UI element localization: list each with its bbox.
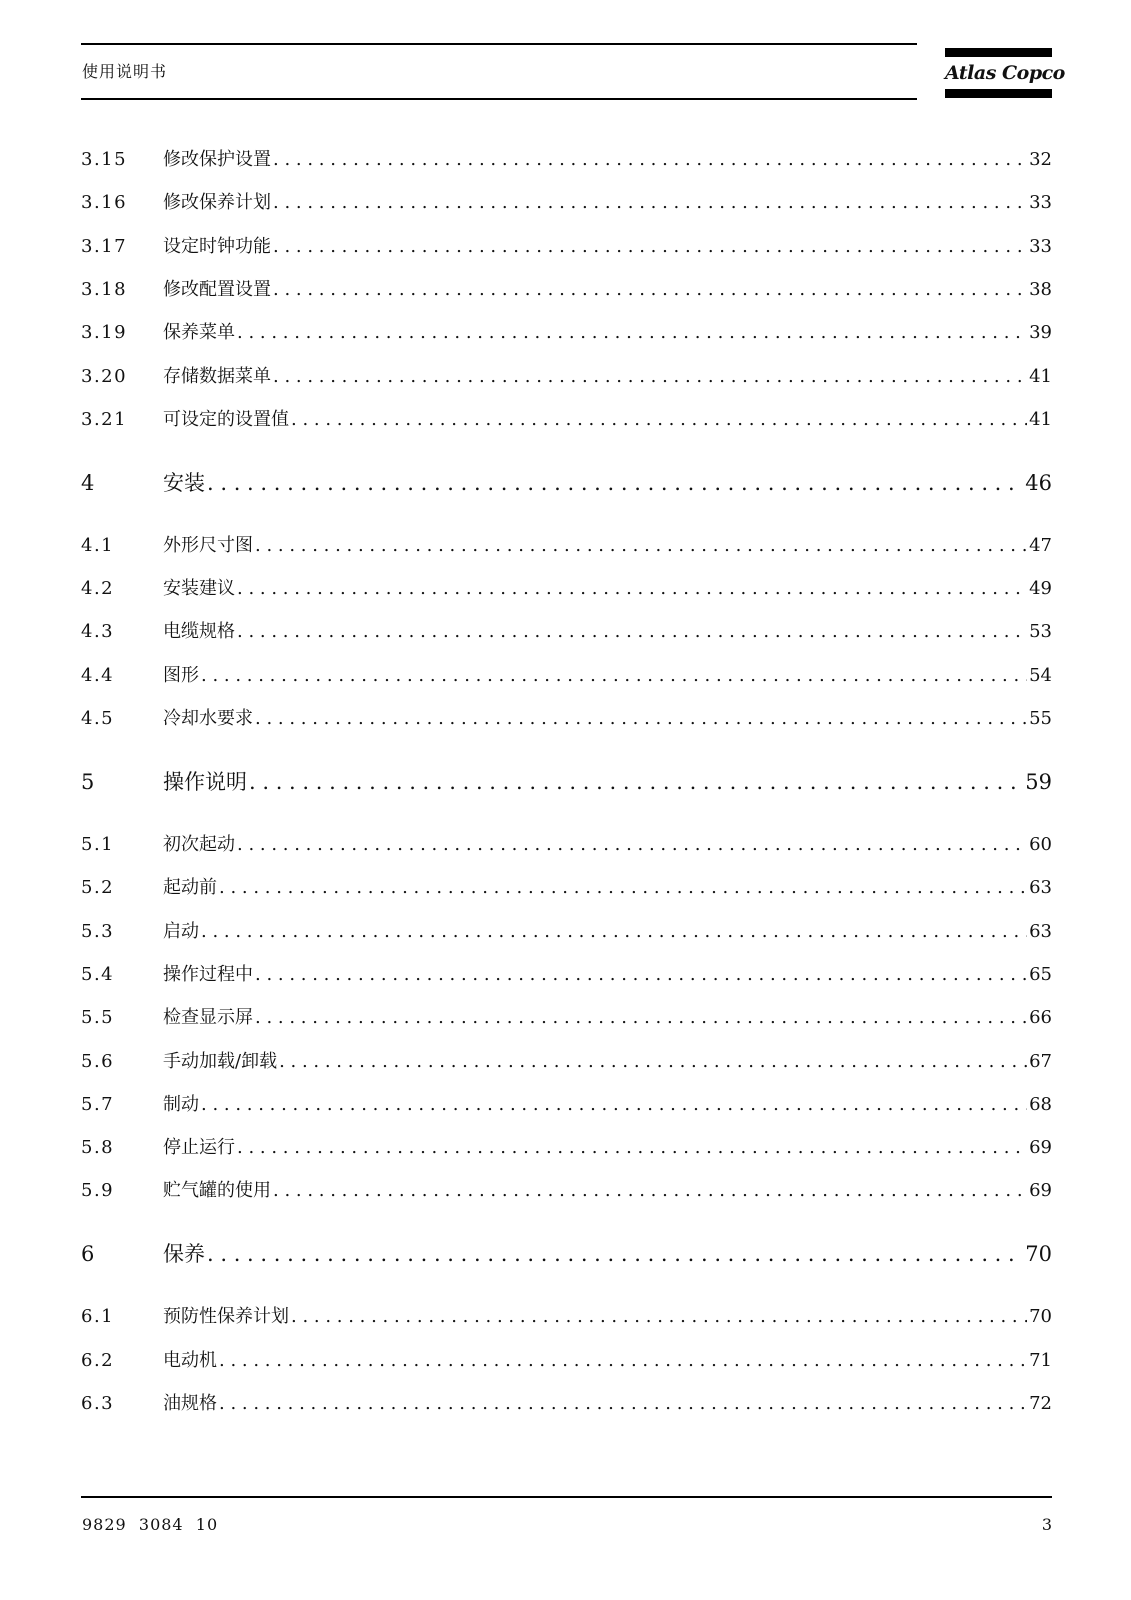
brand-logo bbox=[945, 48, 1065, 100]
toc-entry-title: 初次起动 bbox=[163, 834, 235, 855]
toc-dot-leader bbox=[237, 577, 1027, 601]
logo-top-bar bbox=[945, 48, 1052, 57]
toc-entry-title: 可设定的设置值 bbox=[163, 408, 289, 430]
toc-chapter-entry[interactable] bbox=[81, 768, 1052, 796]
toc-entry-page: 68 bbox=[1029, 1093, 1052, 1115]
toc-entry-number: 6 bbox=[81, 1242, 96, 1267]
toc-entry[interactable] bbox=[81, 707, 1052, 731]
toc-entry-number: 5.9 bbox=[81, 1180, 115, 1202]
toc-entry-title: 启动 bbox=[163, 920, 199, 942]
toc-entry-number: 5 bbox=[81, 770, 96, 794]
toc-entry-number: 5.4 bbox=[81, 963, 115, 985]
toc-dot-leader bbox=[273, 1179, 1027, 1203]
toc-entry-number: 3.15 bbox=[81, 149, 128, 170]
footer-rule bbox=[81, 1496, 1052, 1498]
toc-entry[interactable] bbox=[81, 1093, 1052, 1117]
toc-entry-page: 46 bbox=[1025, 470, 1052, 495]
toc-entry-title: 预防性保养计划 bbox=[163, 1306, 289, 1328]
toc-entry-title: 起动前 bbox=[163, 877, 217, 899]
toc-dot-leader bbox=[255, 963, 1027, 987]
toc-entry[interactable] bbox=[81, 365, 1052, 389]
toc-entry-page: 72 bbox=[1029, 1393, 1052, 1414]
toc-entry-number: 3.19 bbox=[81, 322, 128, 344]
toc-entry[interactable] bbox=[81, 1179, 1052, 1203]
toc-entry-title: 设定时钟功能 bbox=[163, 235, 271, 257]
toc-entry-title: 修改配置设置 bbox=[163, 278, 271, 300]
toc-entry-number: 4 bbox=[81, 470, 96, 495]
toc-entry-title: 图形 bbox=[163, 664, 199, 686]
toc-entry[interactable] bbox=[81, 191, 1052, 215]
toc-dot-leader bbox=[273, 235, 1027, 259]
page-number: 3 bbox=[1041, 1515, 1052, 1534]
toc-entry-page: 33 bbox=[1029, 235, 1052, 257]
toc-entry[interactable] bbox=[81, 321, 1052, 345]
toc-entry-number: 4.2 bbox=[81, 578, 115, 600]
toc-entry-page: 41 bbox=[1029, 365, 1052, 387]
toc-entry-number: 3.20 bbox=[81, 365, 128, 387]
toc-entry-page: 66 bbox=[1029, 1007, 1052, 1029]
toc-entry[interactable] bbox=[81, 148, 1052, 172]
toc-dot-leader bbox=[291, 1305, 1027, 1329]
toc-entry-page: 67 bbox=[1029, 1050, 1052, 1072]
toc-entry-number: 6.1 bbox=[81, 1306, 115, 1328]
toc-entry[interactable] bbox=[81, 577, 1052, 601]
toc-entry-title: 保养菜单 bbox=[163, 322, 235, 344]
toc-entry[interactable] bbox=[81, 833, 1052, 857]
toc-dot-leader bbox=[273, 148, 1027, 172]
toc-entry-title: 存储数据菜单 bbox=[163, 365, 271, 387]
toc-dot-leader bbox=[273, 278, 1027, 302]
toc-dot-leader bbox=[237, 321, 1027, 345]
toc-entry-number: 3.16 bbox=[81, 192, 128, 214]
toc-entry-page: 63 bbox=[1029, 920, 1052, 942]
toc-entry[interactable] bbox=[81, 1305, 1052, 1329]
header-bottom-rule bbox=[81, 98, 917, 100]
toc-entry-number: 4.4 bbox=[81, 664, 115, 686]
toc-entry[interactable] bbox=[81, 920, 1052, 944]
toc-entry-title: 检查显示屏 bbox=[163, 1007, 253, 1029]
toc-dot-leader bbox=[207, 1240, 1023, 1268]
document-number: 9829 3084 10 bbox=[82, 1515, 219, 1534]
toc-entry-number: 4.5 bbox=[81, 708, 115, 729]
toc-entry[interactable] bbox=[81, 620, 1052, 644]
toc-entry-title: 安装建议 bbox=[163, 578, 235, 600]
toc-entry-title: 外形尺寸图 bbox=[163, 534, 253, 556]
toc-entry[interactable] bbox=[81, 1006, 1052, 1030]
toc-dot-leader bbox=[207, 469, 1023, 497]
toc-entry-page: 71 bbox=[1029, 1349, 1052, 1371]
toc-entry-number: 5.5 bbox=[81, 1007, 115, 1029]
toc-entry-page: 47 bbox=[1029, 534, 1052, 556]
toc-entry-title: 电动机 bbox=[163, 1349, 217, 1371]
toc-entry-title: 手动加载/卸载 bbox=[163, 1050, 278, 1072]
toc-entry[interactable] bbox=[81, 235, 1052, 259]
toc-dot-leader bbox=[291, 408, 1027, 432]
toc-entry-page: 33 bbox=[1029, 192, 1052, 214]
toc-entry-page: 53 bbox=[1029, 621, 1052, 643]
toc-dot-leader bbox=[255, 1006, 1027, 1030]
toc-entry-number: 5.2 bbox=[81, 877, 115, 899]
toc-entry-page: 49 bbox=[1029, 578, 1052, 600]
toc-entry[interactable] bbox=[81, 664, 1052, 688]
toc-dot-leader bbox=[273, 191, 1027, 215]
toc-entry-number: 5.7 bbox=[81, 1093, 115, 1115]
toc-entry-title: 停止运行 bbox=[163, 1137, 235, 1159]
toc-entry[interactable] bbox=[81, 1050, 1052, 1074]
toc-entry[interactable] bbox=[81, 876, 1052, 900]
toc-dot-leader bbox=[219, 1392, 1027, 1416]
toc-entry[interactable] bbox=[81, 1136, 1052, 1160]
toc-entry-number: 5.1 bbox=[81, 834, 115, 855]
toc-dot-leader bbox=[237, 833, 1027, 857]
toc-dot-leader bbox=[255, 707, 1027, 731]
toc-entry-title: 制动 bbox=[163, 1093, 199, 1115]
toc-entry[interactable] bbox=[81, 534, 1052, 558]
toc-entry-page: 38 bbox=[1029, 278, 1052, 300]
toc-entry-title: 油规格 bbox=[163, 1393, 217, 1414]
toc-entry-title: 修改保养计划 bbox=[163, 192, 271, 214]
toc-entry-number: 5.8 bbox=[81, 1137, 115, 1159]
toc-entry-title: 冷却水要求 bbox=[163, 708, 253, 729]
toc-dot-leader bbox=[273, 365, 1027, 389]
toc-entry-number: 5.6 bbox=[81, 1050, 115, 1072]
header-top-rule bbox=[81, 43, 917, 45]
toc-entry-title: 电缆规格 bbox=[163, 621, 235, 643]
toc-dot-leader bbox=[279, 1050, 1027, 1074]
toc-entry-title: 修改保护设置 bbox=[163, 149, 271, 170]
toc-dot-leader bbox=[219, 876, 1027, 900]
toc-entry-title: 安装 bbox=[163, 470, 205, 495]
toc-entry-number: 3.18 bbox=[81, 278, 128, 300]
toc-entry-number: 6.3 bbox=[81, 1393, 115, 1414]
toc-chapter-entry[interactable] bbox=[81, 1240, 1052, 1268]
toc-entry-number: 3.21 bbox=[81, 408, 128, 430]
toc-dot-leader bbox=[237, 620, 1027, 644]
toc-dot-leader bbox=[249, 768, 1023, 796]
toc-entry-page: 60 bbox=[1029, 834, 1052, 855]
toc-chapter-entry[interactable] bbox=[81, 469, 1052, 497]
toc-entry[interactable] bbox=[81, 963, 1052, 987]
header-title: 使用说明书 bbox=[82, 62, 168, 81]
toc-entry-page: 63 bbox=[1029, 877, 1052, 899]
toc-entry-title: 保养 bbox=[163, 1242, 205, 1267]
toc-entry[interactable] bbox=[81, 1392, 1052, 1416]
toc-entry-title: 操作过程中 bbox=[163, 963, 253, 985]
toc-entry-number: 6.2 bbox=[81, 1349, 115, 1371]
toc-entry[interactable] bbox=[81, 408, 1052, 432]
toc-entry-page: 70 bbox=[1025, 1242, 1052, 1267]
toc-entry-number: 4.3 bbox=[81, 621, 115, 643]
toc-entry-page: 55 bbox=[1029, 708, 1052, 729]
toc-entry-number: 5.3 bbox=[81, 920, 115, 942]
toc-entry[interactable] bbox=[81, 1349, 1052, 1373]
toc-entry-page: 39 bbox=[1029, 322, 1052, 344]
toc-dot-leader bbox=[237, 1136, 1027, 1160]
toc-dot-leader bbox=[219, 1349, 1027, 1373]
toc-entry-page: 69 bbox=[1029, 1180, 1052, 1202]
toc-entry-page: 41 bbox=[1029, 408, 1052, 430]
toc-entry-number: 3.17 bbox=[81, 235, 128, 257]
toc-entry-number: 4.1 bbox=[81, 534, 115, 556]
toc-dot-leader bbox=[201, 664, 1027, 688]
toc-entry-title: 贮气罐的使用 bbox=[163, 1180, 271, 1202]
toc-entry-title: 操作说明 bbox=[163, 770, 247, 794]
toc-dot-leader bbox=[201, 1093, 1027, 1117]
logo-wordmark: Atlas Copco bbox=[945, 62, 1065, 84]
toc-dot-leader bbox=[255, 534, 1027, 558]
toc-entry-page: 59 bbox=[1025, 770, 1052, 794]
toc-entry-page: 65 bbox=[1029, 963, 1052, 985]
logo-bottom-bar bbox=[945, 89, 1052, 98]
toc-entry-page: 32 bbox=[1029, 149, 1052, 170]
toc-dot-leader bbox=[201, 920, 1027, 944]
toc-entry[interactable] bbox=[81, 278, 1052, 302]
toc-entry-page: 54 bbox=[1029, 664, 1052, 686]
toc-entry-page: 69 bbox=[1029, 1137, 1052, 1159]
toc-entry-page: 70 bbox=[1029, 1306, 1052, 1328]
